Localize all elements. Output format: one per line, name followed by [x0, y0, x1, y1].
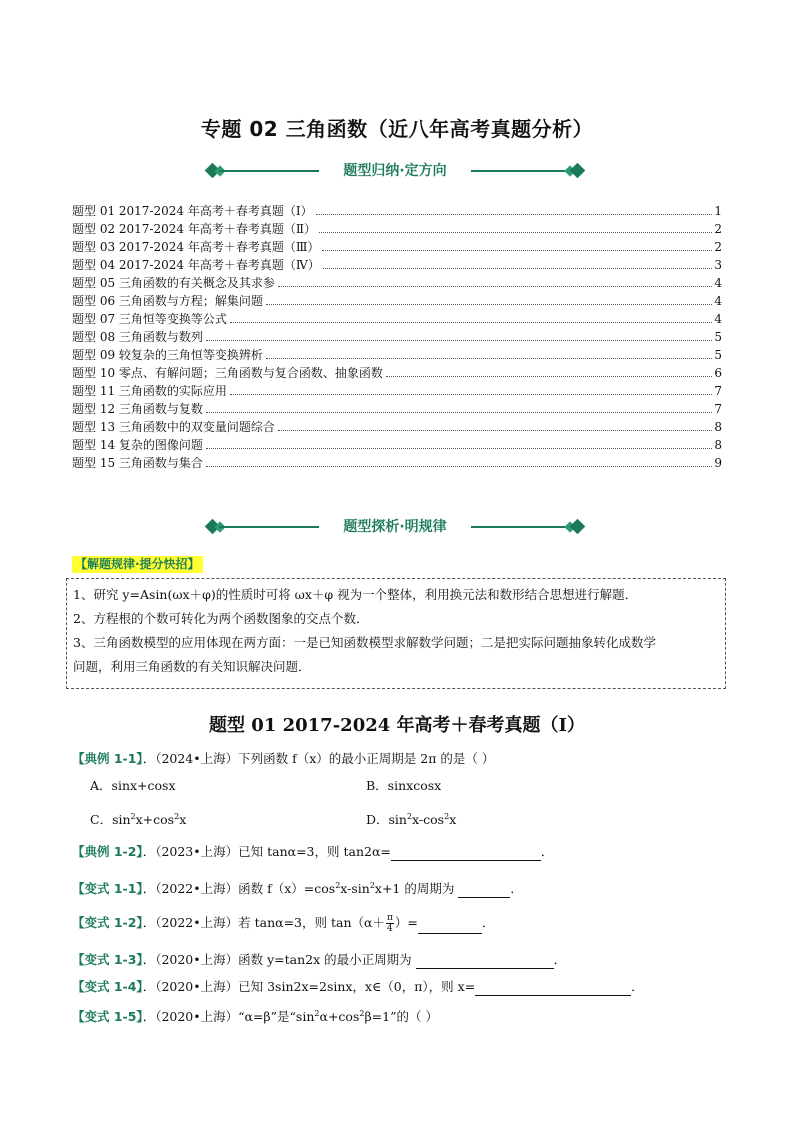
toc-leader: [323, 268, 713, 269]
toc-entry[interactable]: [72, 256, 722, 274]
answer-blank[interactable]: [458, 883, 510, 898]
option-text: C．sin: [90, 812, 131, 828]
divider: [471, 526, 571, 528]
question-text: ．: [631, 979, 644, 994]
toc-leader: [230, 394, 712, 395]
rule-line: 3、三角函数模型的应用体现在两方面：一是已知函数模型求解数学问题；二是把实际问题抽象转化成数学: [73, 635, 656, 650]
toc-label: 题型 14 复杂的图像问题: [72, 438, 203, 452]
rule-line: 1、研究 y=Asin(ωx＋φ)的性质时可将 ωx＋φ 视为一个整体，利用换元法和数形结合思想进行解题．: [73, 587, 638, 602]
toc-page: 7: [714, 402, 722, 416]
toc-label: 题型 02 2017-2024 年高考＋春考真题（Ⅱ）: [72, 222, 317, 236]
option-c[interactable]: [90, 808, 186, 829]
superscript: 2: [444, 812, 450, 821]
rules-box: [66, 578, 726, 689]
question-label: 【变式 1-1】: [72, 881, 143, 897]
toc-label: 题型 09 较复杂的三角恒等变换辨析: [72, 348, 263, 362]
section-banner-analysis: [205, 516, 585, 538]
question-variant-1-1: [72, 877, 523, 898]
superscript: 2: [314, 1009, 320, 1018]
toc-label: 题型 03 2017-2024 年高考＋春考真题（Ⅲ）: [72, 240, 320, 254]
question-label: 【变式 1-5】: [72, 1009, 143, 1025]
toc-entry[interactable]: [72, 436, 722, 454]
banner-text: 题型探析·明规律: [343, 519, 447, 535]
page-title: 专题 02 三角函数（近八年高考真题分析）: [200, 117, 594, 141]
question-text: ．（2020•上海）函数 y=tan2x 的最小正周期为: [142, 952, 416, 967]
toc-entry[interactable]: [72, 364, 722, 382]
toc-leader: [266, 304, 712, 305]
toc-leader: [266, 358, 712, 359]
toc-leader: [386, 376, 712, 377]
question-text: ．: [510, 881, 523, 897]
toc-label: 题型 07 三角恒等变换等公式: [72, 312, 227, 326]
question-text: ．（2020•上海）“α=β”是“sin: [142, 1009, 315, 1025]
section-heading: 题型 01 2017-2024 年高考＋春考真题（Ⅰ）: [209, 715, 585, 736]
toc-page: 7: [714, 384, 722, 398]
fraction-numerator: π: [386, 913, 393, 923]
toc-leader: [278, 286, 712, 287]
toc-leader: [206, 340, 712, 341]
question-text: ．: [553, 952, 567, 967]
fraction-denominator: 4: [387, 924, 393, 934]
rule-line: 2、方程根的个数可转化为两个函数图象的交点个数．: [73, 611, 369, 626]
question-text: ．（2023•上海）已知 tanα=3，则 tan2α=: [142, 844, 391, 859]
toc-label: 题型 06 三角函数与方程；解集问题: [72, 294, 263, 308]
question-text: ．: [540, 844, 554, 859]
toc-page: 1: [714, 204, 722, 218]
toc-label: 题型 10 零点、有解问题；三角函数与复合函数、抽象函数: [72, 366, 383, 380]
question-variant-1-5: [72, 1005, 438, 1026]
toc-entry[interactable]: [72, 346, 722, 364]
question-text: ．: [481, 915, 495, 930]
toc-leader: [319, 232, 712, 233]
question-text: ．（2024•上海）下列函数 f（x）的最小正周期是 2π 的是（ ）: [142, 751, 495, 766]
question-text: x+1 的周期为: [374, 881, 459, 897]
option-text: x: [179, 812, 187, 828]
toc-page: 2: [714, 240, 722, 254]
toc-page: 8: [714, 438, 722, 452]
question-label: 【典例 1-2】: [72, 844, 143, 859]
toc-label: 题型 08 三角函数与数列: [72, 330, 203, 344]
toc-label: 题型 13 三角函数中的双变量问题综合: [72, 420, 275, 434]
superscript: 2: [359, 1009, 365, 1018]
question-text: ．（2020•上海）已知 3sin2x=2sinx，x∈（0，π），则 x=: [142, 979, 476, 994]
question-label: 【变式 1-4】: [72, 979, 143, 994]
question-text: α+cos: [319, 1009, 360, 1025]
superscript: 2: [174, 812, 180, 821]
toc-page: 4: [714, 276, 722, 290]
question-1-2: [72, 843, 553, 861]
option-d[interactable]: [366, 808, 456, 829]
toc-page: 5: [714, 348, 722, 362]
question-label: 【典例 1-1】: [72, 751, 143, 766]
toc-entry[interactable]: [72, 220, 722, 238]
superscript: 2: [369, 881, 375, 890]
toc-entry[interactable]: [72, 238, 722, 256]
toc-leader: [206, 466, 712, 467]
toc-page: 6: [714, 366, 722, 380]
superscript: 2: [335, 881, 341, 890]
question-1-1: [72, 750, 494, 768]
toc-leader: [206, 448, 712, 449]
toc-leader: [278, 430, 712, 431]
toc-entry[interactable]: [72, 274, 722, 292]
question-text: x-sin: [340, 881, 370, 897]
answer-blank[interactable]: [475, 981, 631, 996]
option-text: x: [449, 812, 457, 828]
question-label: 【变式 1-3】: [72, 952, 143, 967]
toc-page: 9: [714, 456, 722, 470]
option-text: x-cos: [412, 812, 445, 828]
question-text: ．（2022•上海）若 tanα=3，则 tan（α＋: [142, 915, 385, 930]
toc-entry[interactable]: [72, 202, 722, 220]
toc-page: 8: [714, 420, 722, 434]
toc-entry[interactable]: [72, 418, 722, 436]
question-text: ．（2022•上海）函数 f（x）=cos: [142, 881, 336, 897]
toc-entry[interactable]: [72, 292, 722, 310]
toc-page: 4: [714, 312, 722, 326]
toc-entry[interactable]: [72, 328, 722, 346]
toc-page: 4: [714, 294, 722, 308]
toc-label: 题型 01 2017-2024 年高考＋春考真题（Ⅰ）: [72, 204, 313, 218]
question-text: β=1”的（ ）: [364, 1009, 438, 1025]
toc-label: 题型 05 三角函数的有关概念及其求参: [72, 276, 275, 290]
fraction: [386, 913, 394, 934]
section-banner-summary: [205, 160, 585, 182]
toc-leader: [322, 250, 712, 251]
toc-label: 题型 11 三角函数的实际应用: [72, 384, 227, 398]
option-text: x+cos: [135, 812, 175, 828]
toc-entry[interactable]: [72, 310, 722, 328]
answer-blank[interactable]: [416, 954, 554, 969]
question-label: 【变式 1-2】: [72, 915, 143, 930]
toc-entry[interactable]: [72, 454, 722, 472]
toc-label: 题型 15 三角函数与集合: [72, 456, 203, 470]
toc-page: 5: [714, 330, 722, 344]
option-text: D．sin: [366, 812, 407, 828]
toc-page: 2: [714, 222, 722, 236]
question-variant-1-3: [72, 951, 566, 969]
toc-leader: [206, 412, 712, 413]
banner-text: 题型归纳·定方向: [343, 163, 447, 179]
option-b[interactable]: B．sinxcosx: [366, 778, 442, 793]
toc-leader: [230, 322, 712, 323]
toc-label: 题型 12 三角函数与复数: [72, 402, 203, 416]
toc-entry[interactable]: [72, 382, 722, 400]
superscript: 2: [407, 812, 413, 821]
tips-tag: 【解题规律·提分快招】: [72, 556, 203, 573]
rule-line: 问题，利用三角函数的有关知识解决问题．: [73, 659, 311, 674]
toc-leader: [316, 214, 713, 215]
toc-entry[interactable]: [72, 400, 722, 418]
answer-blank[interactable]: [418, 919, 482, 934]
question-variant-1-4: [72, 978, 644, 996]
question-text: ）=: [394, 915, 418, 930]
answer-blank[interactable]: [391, 846, 541, 861]
question-variant-1-2: [72, 913, 494, 934]
toc-page: 3: [714, 258, 722, 272]
table-of-contents: [72, 202, 722, 472]
option-a[interactable]: A．sinx+cosx: [90, 778, 176, 793]
toc-label: 题型 04 2017-2024 年高考＋春考真题（Ⅳ）: [72, 258, 320, 272]
divider: [471, 170, 571, 172]
superscript: 2: [130, 812, 136, 821]
